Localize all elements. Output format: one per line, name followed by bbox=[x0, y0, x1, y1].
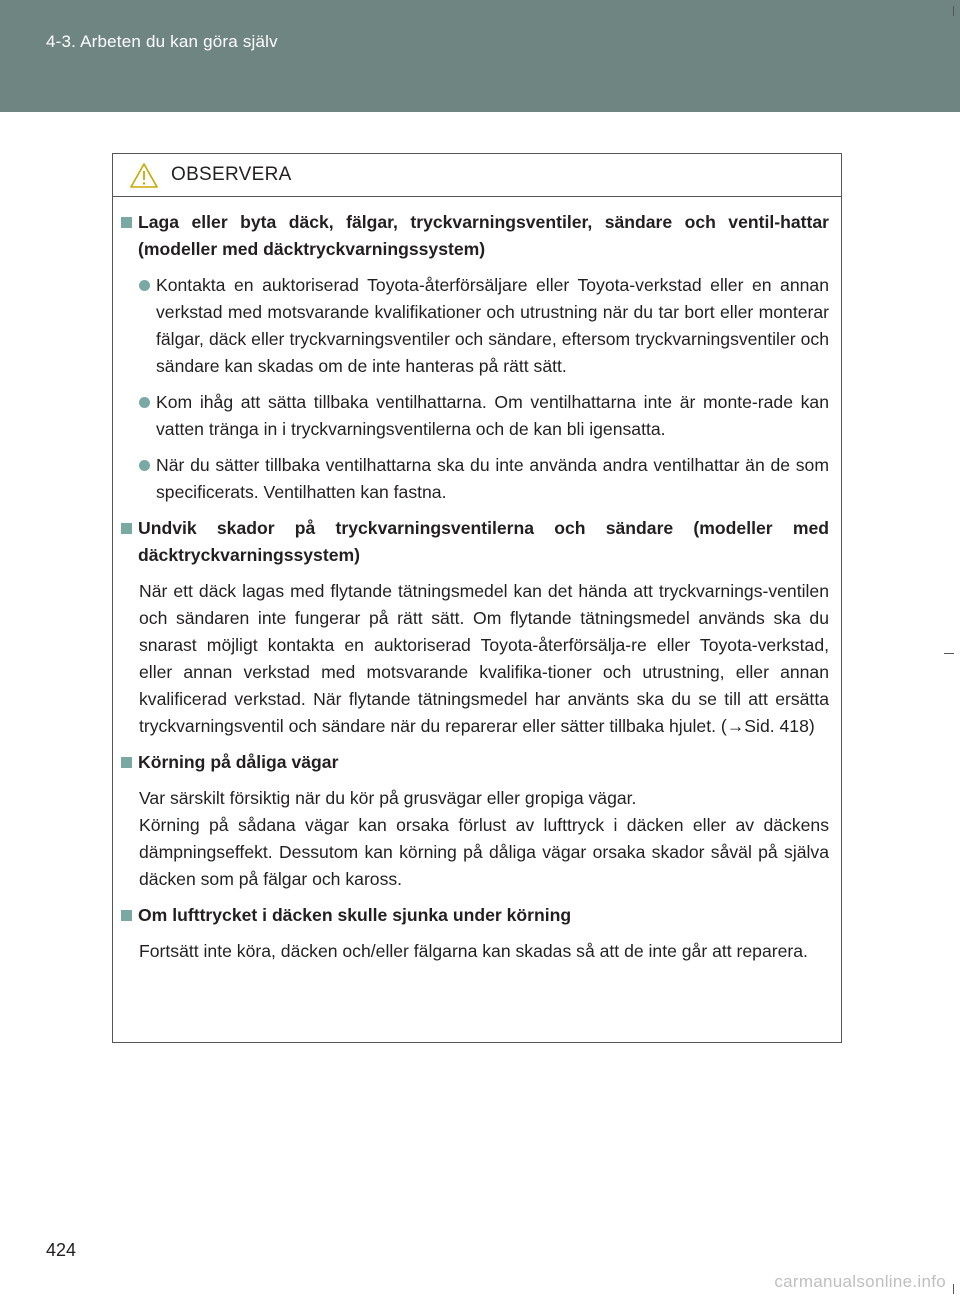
list-item: Kom ihåg att sätta tillbaka ventilhattarna. Om ventilhattarna inte är monte-rade kan vatten tränga in i tryckvarningsventilerna och de kan bli igensatta. bbox=[139, 389, 829, 443]
warning-triangle-icon bbox=[129, 162, 159, 189]
section-heading: Laga eller byta däck, fälgar, tryckvarningsventiler, sändare och ventil-hattar (modeller med däcktryckvarningssystem) bbox=[121, 209, 829, 263]
section-tire-repair bbox=[121, 209, 829, 506]
section-bad-roads bbox=[121, 749, 829, 893]
section-heading: Om lufttrycket i däcken skulle sjunka under körning bbox=[121, 902, 829, 929]
watermark: carmanualsonline.info bbox=[774, 1272, 946, 1291]
caution-box bbox=[112, 153, 842, 1043]
page-number: 424 bbox=[46, 1240, 77, 1260]
round-bullet-icon bbox=[139, 280, 150, 291]
crop-mark-top-right bbox=[953, 6, 954, 16]
list-item: Kontakta en auktoriserad Toyota-återförsäljare eller Toyota-verkstad eller en annan verkstad med motsvarande kvalifikationer och utrustning när du tar bort eller monterar fälgar, däck eller tryckvarningsventiler och sändare, eftersom tryckvarningsventiler och sändare kan skadas om de inte hanteras på rätt sätt. bbox=[139, 272, 829, 380]
section-heading: Körning på dåliga vägar bbox=[121, 749, 829, 776]
section-heading: Undvik skador på tryckvarningsventilerna och sändare (modeller med däcktryckvarningssystem) bbox=[121, 515, 829, 569]
caution-body bbox=[113, 197, 841, 965]
caution-header bbox=[113, 154, 841, 197]
caution-title: OBSERVERA bbox=[171, 164, 292, 185]
round-bullet-icon bbox=[139, 397, 150, 408]
crop-mark-bottom-right bbox=[953, 1284, 954, 1294]
section-paragraph: Körning på sådana vägar kan orsaka förlust av lufttryck i däcken eller av däckens dämpningseffekt. Dessutom kan körning på dåliga vägar orsaka skador såväl på själva däcken som på fälgar och kaross. bbox=[139, 815, 829, 889]
square-bullet-icon bbox=[121, 910, 132, 921]
section-paragraph: När ett däck lagas med flytande tätningsmedel kan det hända att tryckvarnings-ventilen och sändaren inte fungerar på rätt sätt. Om flytande tätningsmedel används ska du snarast möjligt kontakta en auktoriserad Toyota-återförsälja-re eller Toyota-verkstad, eller annan verkstad med motsvarande kvalifika-tioner och utrustning, eller annan kvalificerad verkstad. När flytande tätningsmedel har använts ska du se till att ersätta tryckvarningsventil och sändare när du reparerar eller sätter tillbaka hjulet. (→Sid. 418) bbox=[139, 581, 829, 736]
section-paragraph: Var särskilt försiktig när du kör på grusvägar eller gropiga vägar. bbox=[139, 788, 637, 808]
list-item: När du sätter tillbaka ventilhattarna ska du inte använda andra ventilhattar än de som specificerats. Ventilhatten kan fastna. bbox=[139, 452, 829, 506]
round-bullet-icon bbox=[139, 460, 150, 471]
section-paragraph: Fortsätt inte köra, däcken och/eller fälgarna kan skadas så att de inte går att reparera. bbox=[139, 941, 808, 961]
square-bullet-icon bbox=[121, 523, 132, 534]
square-bullet-icon bbox=[121, 217, 132, 228]
square-bullet-icon bbox=[121, 757, 132, 768]
crop-mark-right-middle bbox=[944, 653, 954, 654]
section-pressure-drop bbox=[121, 902, 829, 965]
page-header bbox=[0, 0, 960, 112]
chapter-title: 4-3. Arbeten du kan göra själv bbox=[46, 32, 278, 51]
section-avoid-damage bbox=[121, 515, 829, 740]
